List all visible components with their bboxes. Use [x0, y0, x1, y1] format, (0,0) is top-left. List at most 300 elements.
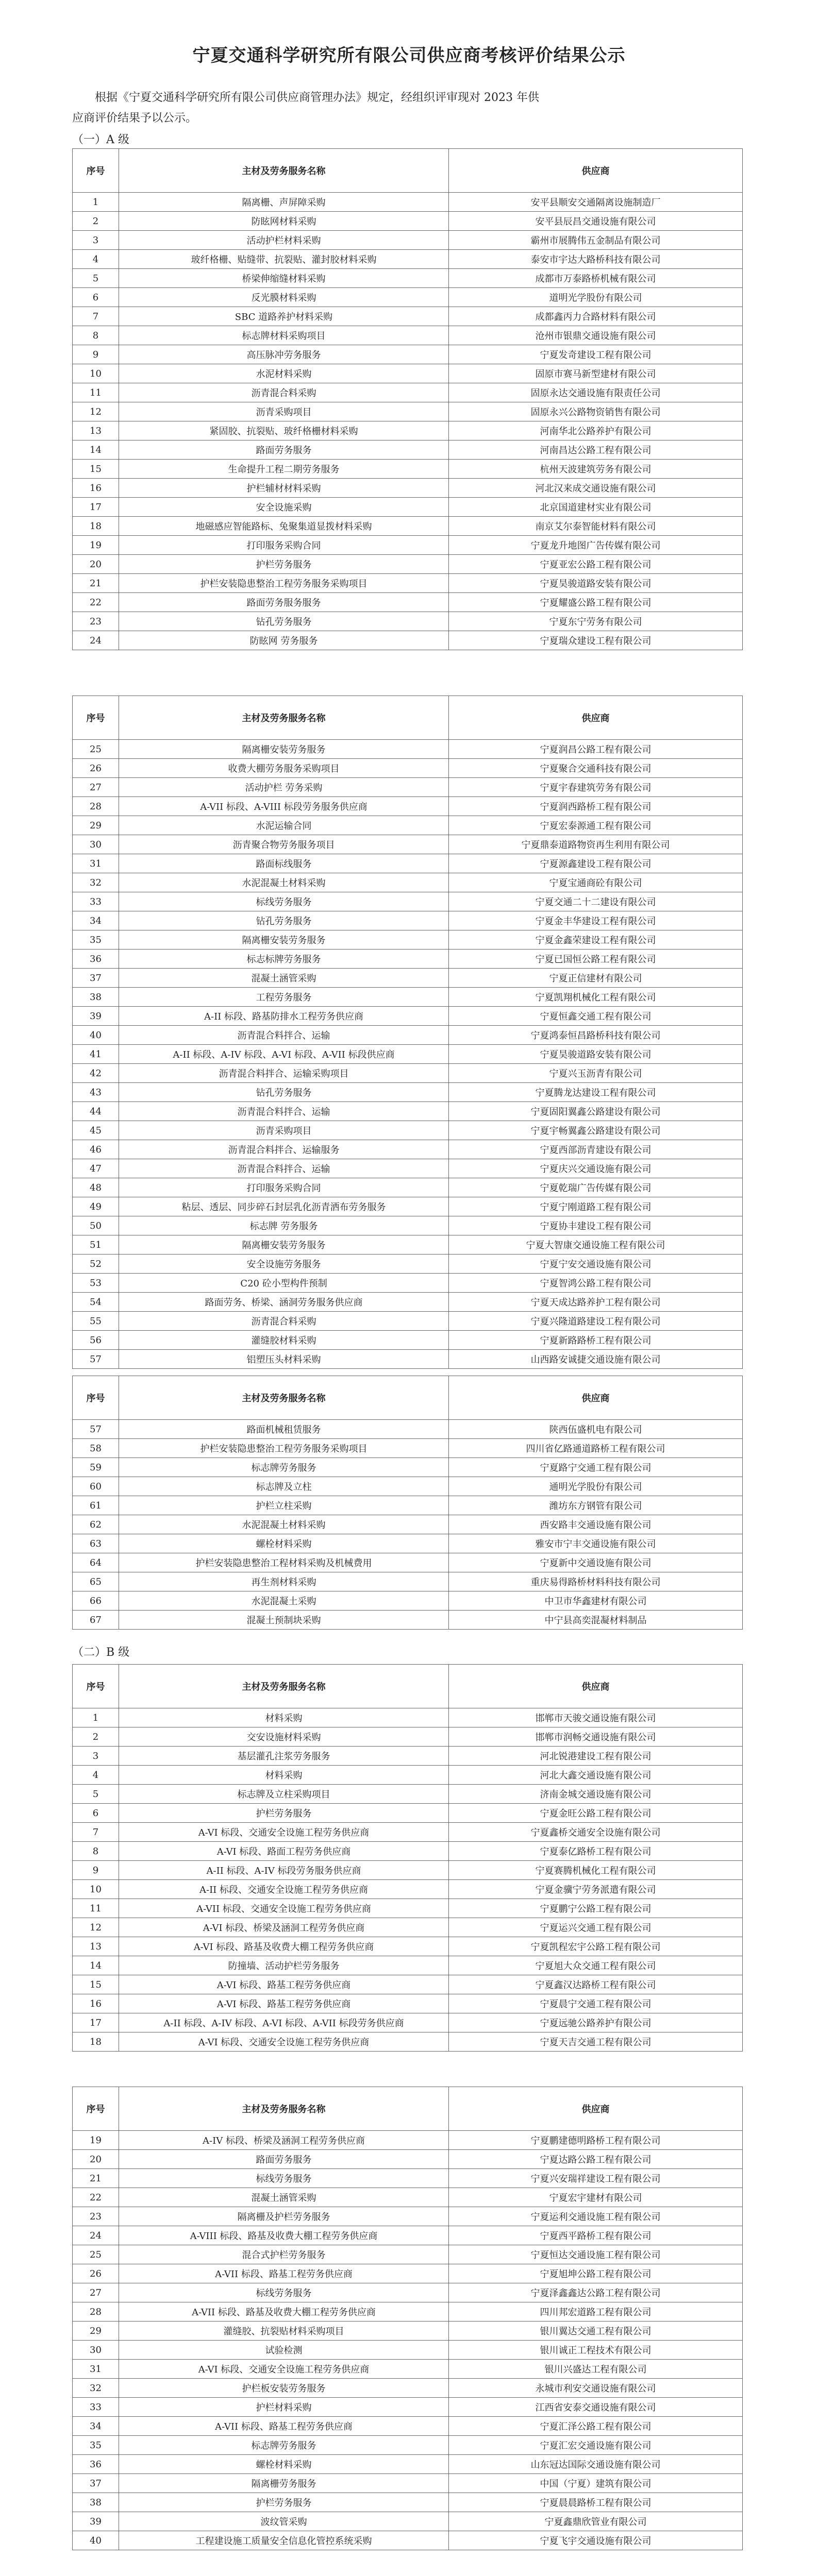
supplier-cell: 河南昌达公路工程有限公司: [449, 440, 743, 460]
seq-cell: 34: [73, 911, 119, 930]
supplier-cell: 四川省亿路通道路桥工程有限公司: [449, 1439, 743, 1458]
item-cell: A-VII 标段、路基及收费大棚工程劳务供应商: [119, 2302, 449, 2321]
item-cell: 路面劳务服务: [119, 2150, 449, 2169]
table-row: [73, 835, 743, 854]
table-row: [73, 816, 743, 835]
table-row: [73, 479, 743, 498]
table-row: [73, 1121, 743, 1140]
supplier-cell: 宁夏协丰建设工程有限公司: [449, 1216, 743, 1235]
item-cell: A-VI 标段、桥梁及涵洞工程劳务供应商: [119, 1918, 449, 1937]
table-row: [73, 759, 743, 778]
table-row: [73, 440, 743, 460]
item-cell: 反光膜材料采购: [119, 288, 449, 307]
seq-cell: 22: [73, 593, 119, 612]
seq-cell: 5: [73, 1785, 119, 1804]
table-row: [73, 988, 743, 1007]
table-row: [73, 2188, 743, 2207]
seq-cell: 64: [73, 1553, 119, 1572]
item-cell: 交安设施材料采购: [119, 1727, 449, 1747]
item-cell: 地磁感应智能路标、兔聚集道显拨材料采购: [119, 517, 449, 536]
grade-b-table-part-2: [72, 2087, 743, 2550]
table-row: [73, 1197, 743, 1216]
seq-cell: 34: [73, 2417, 119, 2436]
seq-cell: 63: [73, 1534, 119, 1553]
item-cell: A-VI 标段、路面工程劳务供应商: [119, 1842, 449, 1861]
table-header-row: [73, 696, 743, 740]
table-row: [73, 1553, 743, 1572]
supplier-cell: 宁夏达路公路工程有限公司: [449, 2150, 743, 2169]
supplier-cell: 宁夏固阳翼鑫公路建设有限公司: [449, 1102, 743, 1121]
header-seq: 序号: [73, 1376, 119, 1420]
item-cell: 混合式护栏劳务服务: [119, 2245, 449, 2264]
seq-cell: 49: [73, 1197, 119, 1216]
table-row: [73, 1045, 743, 1064]
table-row: [73, 2013, 743, 2032]
item-cell: 波纹管采购: [119, 2512, 449, 2531]
item-cell: 隔离栅、声屏障采购: [119, 193, 449, 212]
supplier-cell: 宁夏庆兴交通设施有限公司: [449, 1159, 743, 1178]
supplier-cell: 宁夏大智康交通设施工程有限公司: [449, 1235, 743, 1255]
table-row: [73, 2360, 743, 2379]
supplier-cell: 宁夏交通二十二建设有限公司: [449, 892, 743, 911]
header-supplier: 供应商: [449, 149, 743, 193]
seq-cell: 32: [73, 2379, 119, 2398]
supplier-cell: 宁夏耀盛公路工程有限公司: [449, 593, 743, 612]
supplier-cell: 雅安市宁丰交通设施有限公司: [449, 1534, 743, 1553]
supplier-cell: 中卫市华鑫建材有限公司: [449, 1591, 743, 1611]
seq-cell: 2: [73, 1727, 119, 1747]
supplier-cell: 宁夏乾瑞广告传媒有限公司: [449, 1178, 743, 1197]
seq-cell: 33: [73, 2398, 119, 2417]
supplier-cell: 宁夏天成达路养护工程有限公司: [449, 1293, 743, 1312]
item-cell: 标志标牌劳务服务: [119, 950, 449, 969]
supplier-cell: 宁夏晨宁交通工程有限公司: [449, 1994, 743, 2013]
seq-cell: 67: [73, 1611, 119, 1630]
supplier-cell: 重庆易得路桥材料科技有限公司: [449, 1572, 743, 1591]
item-cell: 标志牌及立柱: [119, 1477, 449, 1496]
supplier-cell: 宁夏正信建材有限公司: [449, 969, 743, 988]
seq-cell: 3: [73, 1747, 119, 1766]
seq-cell: 58: [73, 1439, 119, 1458]
seq-cell: 1: [73, 193, 119, 212]
header-supplier: 供应商: [449, 1665, 743, 1708]
seq-cell: 29: [73, 2321, 119, 2341]
item-cell: 路面劳务服务: [119, 440, 449, 460]
seq-cell: 19: [73, 2131, 119, 2150]
table-row: [73, 1727, 743, 1747]
item-cell: A-VI 标段、路基工程劳务供应商: [119, 1975, 449, 1994]
table-row: [73, 2032, 743, 2052]
table-row: [73, 950, 743, 969]
supplier-cell: 中国（宁夏）建筑有限公司: [449, 2474, 743, 2493]
header-seq: 序号: [73, 2087, 119, 2131]
table-row: [73, 1255, 743, 1274]
seq-cell: 57: [73, 1350, 119, 1369]
header-supplier: 供应商: [449, 696, 743, 740]
item-cell: 沥青混合料拌合、运输: [119, 1026, 449, 1045]
supplier-cell: 宁夏运兴交通工程有限公司: [449, 1918, 743, 1937]
table-row: [73, 1458, 743, 1477]
item-cell: 护栏材料采购: [119, 2398, 449, 2417]
item-cell: 标线劳务服务: [119, 2169, 449, 2188]
grade-a-table-part-1: [72, 148, 743, 650]
supplier-cell: 宁夏兴隆道路建设工程有限公司: [449, 1312, 743, 1331]
supplier-cell: 宁夏鼎泰道路物资再生利用有限公司: [449, 835, 743, 854]
table-row: [73, 1515, 743, 1534]
seq-cell: 52: [73, 1255, 119, 1274]
table-row: [73, 517, 743, 536]
item-cell: 护栏安装隐患整治工程劳务服务采购项目: [119, 574, 449, 593]
supplier-cell: 宁夏运利交通设施工程有限公司: [449, 2207, 743, 2226]
item-cell: 试验检测: [119, 2341, 449, 2360]
item-cell: 工程建设施工质量安全信息化管控系统采购: [119, 2531, 449, 2550]
item-cell: 基层灌孔注浆劳务服务: [119, 1747, 449, 1766]
table-row: [73, 1064, 743, 1083]
item-cell: A-VII 标段、A-VIII 标段劳务服务供应商: [119, 797, 449, 816]
table-row: [73, 555, 743, 574]
supplier-cell: 宁夏鑫汉达路桥工程有限公司: [449, 1975, 743, 1994]
supplier-cell: 宁夏智鸿公路工程有限公司: [449, 1274, 743, 1293]
item-cell: 钻孔劳务服务: [119, 1083, 449, 1102]
table-row: [73, 1785, 743, 1804]
supplier-cell: 西安路丰交通设施有限公司: [449, 1515, 743, 1534]
supplier-cell: 宁夏宇春建筑劳务有限公司: [449, 778, 743, 797]
table-row: [73, 1956, 743, 1975]
supplier-cell: 邯郸市天骏交通设施有限公司: [449, 1708, 743, 1727]
table-row: [73, 740, 743, 759]
table-row: [73, 2474, 743, 2493]
header-seq: 序号: [73, 696, 119, 740]
item-cell: 标志牌 劳务服务: [119, 1216, 449, 1235]
table-header-row: [73, 149, 743, 193]
table-row: [73, 1534, 743, 1553]
item-cell: 沥青混合料拌合、运输采购项目: [119, 1064, 449, 1083]
item-cell: 防撞墙、活动护栏劳务服务: [119, 1956, 449, 1975]
seq-cell: 17: [73, 2013, 119, 2032]
seq-cell: 4: [73, 250, 119, 269]
item-cell: 钻孔劳务服务: [119, 911, 449, 930]
seq-cell: 55: [73, 1312, 119, 1331]
supplier-cell: 宁夏宁刚道路工程有限公司: [449, 1197, 743, 1216]
header-seq: 序号: [73, 149, 119, 193]
seq-cell: 60: [73, 1477, 119, 1496]
item-cell: 护栏安装隐患整治工程劳务服务采购项目: [119, 1439, 449, 1458]
seq-cell: 26: [73, 2264, 119, 2283]
supplier-cell: 宁夏恒达交通设施工程有限公司: [449, 2245, 743, 2264]
supplier-cell: 宁夏瑞众建设工程有限公司: [449, 631, 743, 650]
supplier-cell: 潍坊东方钢管有限公司: [449, 1496, 743, 1515]
table-row: [73, 911, 743, 930]
seq-cell: 21: [73, 574, 119, 593]
supplier-cell: 宁夏发奇建设工程有限公司: [449, 345, 743, 364]
table-row: [73, 383, 743, 402]
table-row: [73, 536, 743, 555]
item-cell: 材料采购: [119, 1766, 449, 1785]
table-row: [73, 2226, 743, 2245]
item-cell: 活动护栏材料采购: [119, 231, 449, 250]
item-cell: A-VI 标段、路基工程劳务供应商: [119, 1994, 449, 2013]
seq-cell: 14: [73, 1956, 119, 1975]
seq-cell: 24: [73, 631, 119, 650]
table-row: [73, 1235, 743, 1255]
supplier-cell: 宁夏晨晨路桥工程有限公司: [449, 2493, 743, 2512]
item-cell: 路面机械租赁服务: [119, 1420, 449, 1439]
item-cell: 防眩网材料采购: [119, 212, 449, 231]
seq-cell: 14: [73, 440, 119, 460]
table-row: [73, 1331, 743, 1350]
table-row: [73, 1420, 743, 1439]
supplier-cell: 河北大鑫交通设施有限公司: [449, 1766, 743, 1785]
seq-cell: 4: [73, 1766, 119, 1785]
seq-cell: 31: [73, 854, 119, 873]
item-cell: 紧固胶、抗裂贴、玻纤格栅材料采购: [119, 421, 449, 440]
item-cell: A-II 标段、A-IV 标段劳务服务供应商: [119, 1861, 449, 1880]
table-row: [73, 1804, 743, 1823]
seq-cell: 21: [73, 2169, 119, 2188]
seq-cell: 12: [73, 402, 119, 421]
supplier-cell: 河北锐港建设工程有限公司: [449, 1747, 743, 1766]
supplier-cell: 宁夏鑫桥交通安全设施有限公司: [449, 1823, 743, 1842]
seq-cell: 37: [73, 2474, 119, 2493]
seq-cell: 17: [73, 498, 119, 517]
seq-cell: 30: [73, 835, 119, 854]
supplier-cell: 宁夏恒鑫交通工程有限公司: [449, 1007, 743, 1026]
item-cell: 隔离栅安装劳务服务: [119, 1235, 449, 1255]
supplier-cell: 泰安市宇达大路桥科技有限公司: [449, 250, 743, 269]
item-cell: 铝塑压头材料采购: [119, 1350, 449, 1369]
seq-cell: 38: [73, 2493, 119, 2512]
table-row: [73, 1823, 743, 1842]
table-row: [73, 2283, 743, 2302]
seq-cell: 8: [73, 1842, 119, 1861]
supplier-cell: 四川邦宏道路工程有限公司: [449, 2302, 743, 2321]
supplier-cell: 宁夏天吉交通工程有限公司: [449, 2032, 743, 2052]
supplier-cell: 宁夏凯程宏宇公路工程有限公司: [449, 1937, 743, 1956]
supplier-cell: 宁夏宝通商砼有限公司: [449, 873, 743, 892]
table-row: [73, 1918, 743, 1937]
table-row: [73, 969, 743, 988]
item-cell: 收费大棚劳务服务采购项目: [119, 759, 449, 778]
seq-cell: 30: [73, 2341, 119, 2360]
supplier-cell: 宁夏鹏建德明路桥工程有限公司: [449, 2131, 743, 2150]
table-row: [73, 612, 743, 631]
seq-cell: 41: [73, 1045, 119, 1064]
item-cell: 标线劳务服务: [119, 2283, 449, 2302]
item-cell: 沥青混合料拌合、运输服务: [119, 1140, 449, 1159]
seq-cell: 16: [73, 1994, 119, 2013]
supplier-cell: 济南金城交通设施有限公司: [449, 1785, 743, 1804]
table-row: [73, 1178, 743, 1197]
item-cell: 水泥混凝土材料采购: [119, 873, 449, 892]
table-row: [73, 326, 743, 345]
item-cell: 工程劳务服务: [119, 988, 449, 1007]
supplier-cell: 宁夏汇泽公路工程有限公司: [449, 2417, 743, 2436]
item-cell: 混凝土预制块采购: [119, 1611, 449, 1630]
seq-cell: 10: [73, 1880, 119, 1899]
item-cell: A-II 标段、A-IV 标段、A-VI 标段、A-VII 标段供应商: [119, 1045, 449, 1064]
seq-cell: 12: [73, 1918, 119, 1937]
supplier-cell: 宁夏润西路桥工程有限公司: [449, 797, 743, 816]
item-cell: 水泥运输合同: [119, 816, 449, 835]
supplier-cell: 霸州市展腾伟五金制品有限公司: [449, 231, 743, 250]
table-row: [73, 2302, 743, 2321]
grade-b-heading: （二）B 级: [72, 1646, 130, 1659]
header-item: 主材及劳务服务名称: [119, 149, 449, 193]
supplier-cell: 道明光学股份有限公司: [449, 288, 743, 307]
supplier-cell: 宁夏兴安瑞祥建设工程有限公司: [449, 2169, 743, 2188]
seq-cell: 13: [73, 421, 119, 440]
seq-cell: 40: [73, 1026, 119, 1045]
table-row: [73, 1994, 743, 2013]
seq-cell: 66: [73, 1591, 119, 1611]
table-row: [73, 2493, 743, 2512]
table-row: [73, 2150, 743, 2169]
supplier-cell: 宁夏昊骏道路安装有限公司: [449, 574, 743, 593]
seq-cell: 27: [73, 2283, 119, 2302]
table-row: [73, 2264, 743, 2283]
supplier-cell: 中宁县高奕混凝材料制品: [449, 1611, 743, 1630]
seq-cell: 61: [73, 1496, 119, 1515]
seq-cell: 43: [73, 1083, 119, 1102]
supplier-cell: 宁夏东宁劳务有限公司: [449, 612, 743, 631]
item-cell: 生命提升工程二期劳务服务: [119, 460, 449, 479]
table-row: [73, 1439, 743, 1458]
seq-cell: 54: [73, 1293, 119, 1312]
intro-line-1: 根据《宁夏交通科学研究所有限公司供应商管理办法》规定，经组织评审现对 2023 年供: [95, 91, 539, 104]
supplier-cell: 南京艾尔泰智能材料有限公司: [449, 517, 743, 536]
item-cell: 路面劳务服务服务: [119, 593, 449, 612]
supplier-cell: 宁夏宇畅翼鑫公路建设有限公司: [449, 1121, 743, 1140]
supplier-cell: 银川兴盛达工程有限公司: [449, 2360, 743, 2379]
item-cell: 玻纤格栅、贴缝带、抗裂贴、灌封胶材料采购: [119, 250, 449, 269]
item-cell: 活动护栏 劳务采购: [119, 778, 449, 797]
table-row: [73, 2321, 743, 2341]
table-row: [73, 2398, 743, 2417]
grade-a-table-part-3: [72, 1376, 743, 1630]
seq-cell: 11: [73, 1899, 119, 1918]
seq-cell: 44: [73, 1102, 119, 1121]
table-row: [73, 1747, 743, 1766]
grade-a-heading: （一）A 级: [72, 133, 129, 146]
table-row: [73, 2341, 743, 2360]
seq-cell: 42: [73, 1064, 119, 1083]
table-row: [73, 1766, 743, 1785]
table-row: [73, 1477, 743, 1496]
seq-cell: 28: [73, 2302, 119, 2321]
supplier-cell: 北京国道建材实业有限公司: [449, 498, 743, 517]
header-item: 主材及劳务服务名称: [119, 1376, 449, 1420]
supplier-cell: 宁夏腾龙达建设工程有限公司: [449, 1083, 743, 1102]
table-row: [73, 1159, 743, 1178]
supplier-cell: 宁夏凯翔机械化工程有限公司: [449, 988, 743, 1007]
table-row: [73, 1293, 743, 1312]
seq-cell: 62: [73, 1515, 119, 1534]
table-row: [73, 212, 743, 231]
item-cell: 安全设施采购: [119, 498, 449, 517]
table-row: [73, 307, 743, 326]
seq-cell: 59: [73, 1458, 119, 1477]
item-cell: A-VII 标段、路基工程劳务供应商: [119, 2264, 449, 2283]
table-row: [73, 1975, 743, 1994]
seq-cell: 2: [73, 212, 119, 231]
supplier-cell: 沧州市银鼎交通设施有限公司: [449, 326, 743, 345]
seq-cell: 15: [73, 1975, 119, 1994]
supplier-cell: 成都鑫丙力合路材料有限公司: [449, 307, 743, 326]
seq-cell: 22: [73, 2188, 119, 2207]
table-row: [73, 2531, 743, 2550]
table-row: [73, 1937, 743, 1956]
seq-cell: 46: [73, 1140, 119, 1159]
seq-cell: 10: [73, 364, 119, 383]
item-cell: A-VIII 标段、路基及收费大棚工程劳务供应商: [119, 2226, 449, 2245]
header-seq: 序号: [73, 1665, 119, 1708]
item-cell: 护栏劳务服务: [119, 555, 449, 574]
supplier-cell: 固原永兴公路物资销售有限公司: [449, 402, 743, 421]
item-cell: 沥青采购项目: [119, 1121, 449, 1140]
seq-cell: 18: [73, 2032, 119, 2052]
table-row: [73, 2512, 743, 2531]
item-cell: 水泥混凝土采购: [119, 1591, 449, 1611]
item-cell: 标线劳务服务: [119, 892, 449, 911]
table-row: [73, 498, 743, 517]
seq-cell: 39: [73, 2512, 119, 2531]
item-cell: 标志牌劳务服务: [119, 2436, 449, 2455]
item-cell: 护栏劳务服务: [119, 1804, 449, 1823]
seq-cell: 8: [73, 326, 119, 345]
item-cell: A-VI 标段、交通安全设施工程劳务供应商: [119, 1823, 449, 1842]
table-row: [73, 269, 743, 288]
item-cell: 螺栓材料采购: [119, 1534, 449, 1553]
table-row: [73, 402, 743, 421]
table-row: [73, 574, 743, 593]
item-cell: 灌缝胶、抗裂贴材料采购项目: [119, 2321, 449, 2341]
seq-cell: 53: [73, 1274, 119, 1293]
seq-cell: 31: [73, 2360, 119, 2379]
table-row: [73, 193, 743, 212]
supplier-cell: 宁夏远驰公路养护有限公司: [449, 2013, 743, 2032]
header-item: 主材及劳务服务名称: [119, 696, 449, 740]
supplier-cell: 宁夏源鑫建设工程有限公司: [449, 854, 743, 873]
table-row: [73, 2207, 743, 2226]
supplier-cell: 河北汉来成交通设施有限公司: [449, 479, 743, 498]
seq-cell: 37: [73, 969, 119, 988]
seq-cell: 32: [73, 873, 119, 892]
item-cell: SBC 道路养护材料采购: [119, 307, 449, 326]
seq-cell: 24: [73, 2226, 119, 2245]
item-cell: 混凝土涵管采购: [119, 969, 449, 988]
table-row: [73, 1083, 743, 1102]
item-cell: 沥青混合料拌合、运输: [119, 1159, 449, 1178]
table-row: [73, 797, 743, 816]
supplier-cell: 山东冠达国际交通设施有限公司: [449, 2455, 743, 2474]
seq-cell: 20: [73, 555, 119, 574]
seq-cell: 1: [73, 1708, 119, 1727]
table-row: [73, 930, 743, 950]
table-row: [73, 1611, 743, 1630]
table-header-row: [73, 2087, 743, 2131]
supplier-cell: 宁夏宁安交通设施有限公司: [449, 1255, 743, 1274]
supplier-cell: 山西路安诚捷交通设施有限公司: [449, 1350, 743, 1369]
header-item: 主材及劳务服务名称: [119, 1665, 449, 1708]
supplier-cell: 宁夏赛腾机械化工程有限公司: [449, 1861, 743, 1880]
table-row: [73, 1102, 743, 1121]
supplier-cell: 宁夏亚宏公路工程有限公司: [449, 555, 743, 574]
seq-cell: 48: [73, 1178, 119, 1197]
supplier-cell: 宁夏兴玉沥青有限公司: [449, 1064, 743, 1083]
seq-cell: 39: [73, 1007, 119, 1026]
item-cell: 混凝土涵管采购: [119, 2188, 449, 2207]
table-row: [73, 250, 743, 269]
